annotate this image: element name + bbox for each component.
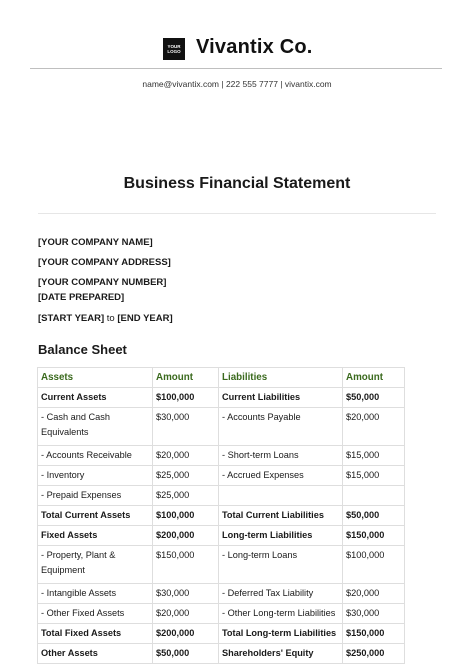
- table-cell: $50,000: [153, 644, 219, 664]
- year-range: [38, 313, 173, 324]
- document-title: Business Financial Statement: [123, 175, 351, 192]
- table-cell: $100,000: [153, 388, 219, 408]
- table-cell: $15,000: [343, 466, 405, 486]
- table-cell: Other Assets: [38, 644, 153, 664]
- table-row: [38, 546, 405, 584]
- table-row: [38, 446, 405, 466]
- table-cell: - Accounts Receivable: [38, 446, 153, 466]
- company-address-placeholder: [YOUR COMPANY ADDRESS]: [38, 257, 171, 268]
- table-cell: $25,000: [153, 466, 219, 486]
- table-cell: - Deferred Tax Liability: [219, 584, 343, 604]
- logo-text: YOUR LOGO: [167, 44, 181, 54]
- table-row: [38, 486, 405, 506]
- table-cell: $150,000: [343, 526, 405, 546]
- table-cell: $20,000: [343, 584, 405, 604]
- table-cell: - Intangible Assets: [38, 584, 153, 604]
- table-cell: - Short-term Loans: [219, 446, 343, 466]
- balance-sheet-table: [37, 367, 405, 664]
- table-cell: $30,000: [153, 584, 219, 604]
- table-cell: $150,000: [153, 546, 219, 584]
- table-cell: $250,000: [343, 644, 405, 664]
- table-row: [38, 388, 405, 408]
- table-cell: Shareholders' Equity: [219, 644, 343, 664]
- table-cell: [343, 486, 405, 506]
- table-cell: Total Long-term Liabilities: [219, 624, 343, 644]
- year-connector: to: [106, 313, 115, 324]
- table-cell: Current Liabilities: [219, 388, 343, 408]
- table-cell: - Accrued Expenses: [219, 466, 343, 486]
- date-prepared-placeholder: [DATE PREPARED]: [38, 292, 125, 303]
- company-name-placeholder: [YOUR COMPANY NAME]: [38, 237, 153, 248]
- table-cell: $30,000: [153, 408, 219, 446]
- table-cell: $150,000: [343, 624, 405, 644]
- table-cell: - Accounts Payable: [219, 408, 343, 446]
- table-header-row: [38, 368, 405, 388]
- header-cell: Amount: [153, 368, 219, 388]
- table-cell: $200,000: [153, 526, 219, 546]
- company-name: Vivantix Co.: [196, 36, 313, 58]
- table-cell: - Other Fixed Assets: [38, 604, 153, 624]
- table-cell: - Property, Plant & Equipment: [38, 546, 153, 584]
- table-cell: Fixed Assets: [38, 526, 153, 546]
- balance-sheet-title: Balance Sheet: [38, 342, 127, 357]
- table-row: [38, 466, 405, 486]
- table-cell: $50,000: [343, 506, 405, 526]
- table-cell: $100,000: [153, 506, 219, 526]
- table-cell: $200,000: [153, 624, 219, 644]
- table-cell: $20,000: [343, 408, 405, 446]
- table-cell: - Other Long-term Liabilities: [219, 604, 343, 624]
- table-cell: Total Fixed Assets: [38, 624, 153, 644]
- table-cell: $50,000: [343, 388, 405, 408]
- table-row: [38, 526, 405, 546]
- table-row: [38, 644, 405, 664]
- header-cell: Assets: [38, 368, 153, 388]
- table-row: [38, 604, 405, 624]
- table-cell: $25,000: [153, 486, 219, 506]
- start-year: [START YEAR]: [38, 313, 105, 324]
- table-cell: $15,000: [343, 446, 405, 466]
- table-cell: $30,000: [343, 604, 405, 624]
- table-row: [38, 624, 405, 644]
- contact-line: name@vivantix.com | 222 555 7777 | vivantix.com: [142, 79, 332, 89]
- header-cell: Liabilities: [219, 368, 343, 388]
- table-cell: - Prepaid Expenses: [38, 486, 153, 506]
- table-cell: Total Current Liabilities: [219, 506, 343, 526]
- table-cell: Current Assets: [38, 388, 153, 408]
- letterhead: [0, 36, 474, 66]
- company-number-placeholder: [YOUR COMPANY NUMBER]: [38, 277, 167, 288]
- table-cell: - Long-term Loans: [219, 546, 343, 584]
- end-year: [END YEAR]: [117, 313, 173, 324]
- table-cell: $20,000: [153, 604, 219, 624]
- table-cell: $20,000: [153, 446, 219, 466]
- table-cell: Total Current Assets: [38, 506, 153, 526]
- table-row: [38, 506, 405, 526]
- header-divider: [30, 68, 442, 69]
- table-row: [38, 408, 405, 446]
- table-cell: [219, 486, 343, 506]
- header-cell: Amount: [343, 368, 405, 388]
- company-logo: [163, 38, 185, 60]
- title-divider: [38, 213, 436, 214]
- table-cell: $100,000: [343, 546, 405, 584]
- table-cell: - Inventory: [38, 466, 153, 486]
- table-row: [38, 584, 405, 604]
- table-cell: - Cash and Cash Equivalents: [38, 408, 153, 446]
- table-cell: Long-term Liabilities: [219, 526, 343, 546]
